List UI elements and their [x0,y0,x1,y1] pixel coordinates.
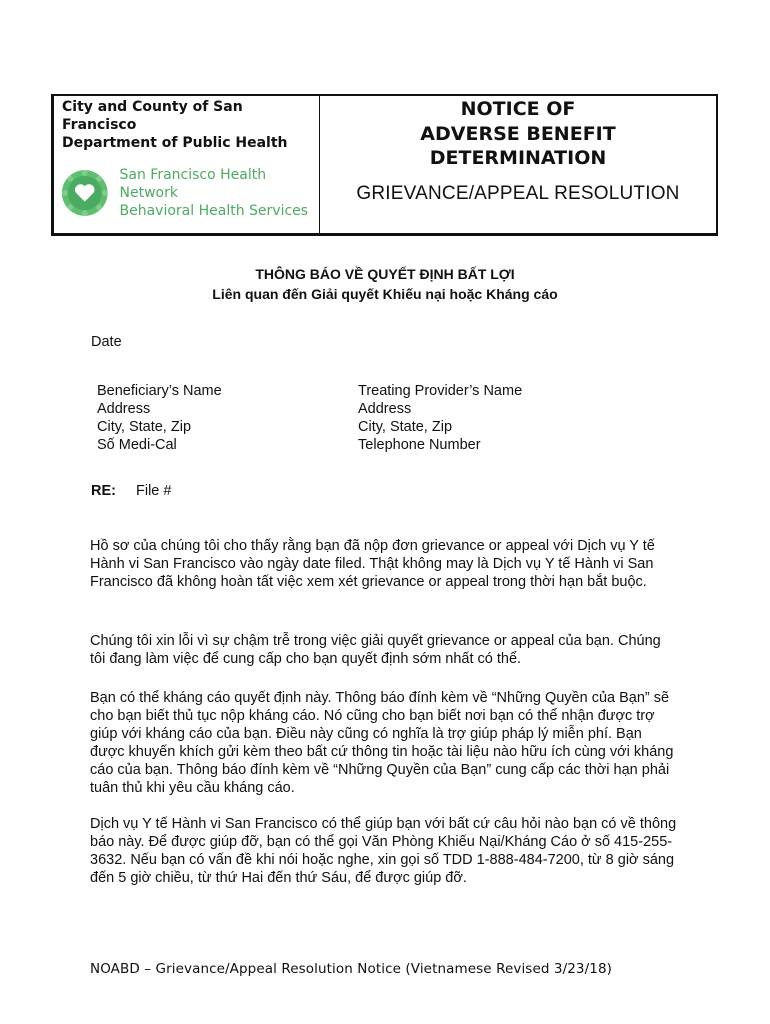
re-label: RE: [91,483,116,499]
logo-line-network: San Francisco Health Network [119,167,267,201]
paragraph-record: Hồ sơ của chúng tôi cho thấy rằng bạn đã nộp đơn grievance or appeal với Dịch vụ Y tế Hành vi San Francisco vào ngày date filed. Thật không may là Dịch vụ Y tế Hành vi San Francisco đã không hoàn tất việc xem xét grievance or appeal trong thời hạn bắt buộc. [90,538,655,590]
header-box [51,94,718,236]
beneficiary-city-state-zip: City, State, Zip [97,419,192,435]
beneficiary-name: Beneficiary’s Name [97,383,222,399]
paragraph-appeal-rights: Bạn có thể kháng cáo quyết định này. Thông báo đính kèm về “Những Quyền của Bạn” sẽ cho bạn biết thủ tục nộp kháng cáo. Nó cũng cho bạn biết nơi bạn có thể nhận được trợ giúp với kháng cáo của bạn. Điều này cũng có nghĩa là trợ giúp pháp lý miễn phí. Bạn được khuyến khích gửi kèm theo bất cứ thông tin hoặc tài liệu nào hữu ích cùng với kháng cáo của bạn. Thông báo đính kèm về “Những Quyền của Bạn” cung cấp các thời hạn phải tuân thủ khi yêu cầu kháng cáo. [90,690,674,796]
vietnamese-title: THÔNG BÁO VỀ QUYẾT ĐỊNH BẤT LỢI [255,266,515,282]
beneficiary-address: Address [97,401,151,417]
date-label: Date [91,334,122,350]
beneficiary-block [97,382,222,454]
paragraph-contact: Dịch vụ Y tế Hành vi San Francisco có thể giúp bạn với bất cứ câu hỏi nào bạn có về thông báo này. Để được giúp đỡ, bạn có thể gọi Văn Phòng Khiếu Nại/Kháng Cáo ở số 415-255-3632. Nếu bạn có vấn đề khi nói hoặc nghe, xin gọi số TDD 1-888-484-7200, từ 8 giờ sáng đến 5 giờ chiều, từ thứ Hai đến thứ Sáu, để được giúp đỡ. [90,816,677,886]
heart-logo-icon [60,167,110,219]
provider-name: Treating Provider’s Name [358,383,523,399]
notice-cell [320,96,716,233]
provider-phone: Telephone Number [358,437,481,453]
notice-subtitle: GRIEVANCE/APPEAL RESOLUTION [356,182,680,204]
sfhn-logo [60,166,319,220]
beneficiary-medi-cal: Số Medi-Cal [97,437,177,453]
provider-city-state-zip: City, State, Zip [358,419,453,435]
logo-text [120,166,319,220]
footer: NOABD – Grievance/Appeal Resolution Notice (Vietnamese Revised 3/23/18) [90,961,613,977]
provider-block [358,382,522,454]
provider-address: Address [358,401,412,417]
paragraph-apology: Chúng tôi xin lỗi vì sự chậm trễ trong việc giải quyết grievance or appeal của bạn. Chúng tôi đang làm việc để cung cấp cho bạn quyết định sớm nhất có thể. [90,633,661,667]
notice-title: NOTICE OF ADVERSE BENEFIT DETERMINATION [420,98,616,169]
agency-cell [54,96,320,233]
agency-name: City and County of San Francisco Department of Public Health [62,99,288,151]
file-number: File # [136,483,172,499]
logo-line-bhs: Behavioral Health Services [119,203,309,219]
vietnamese-subtitle: Liên quan đến Giải quyết Khiếu nại hoặc Kháng cáo [212,286,558,302]
